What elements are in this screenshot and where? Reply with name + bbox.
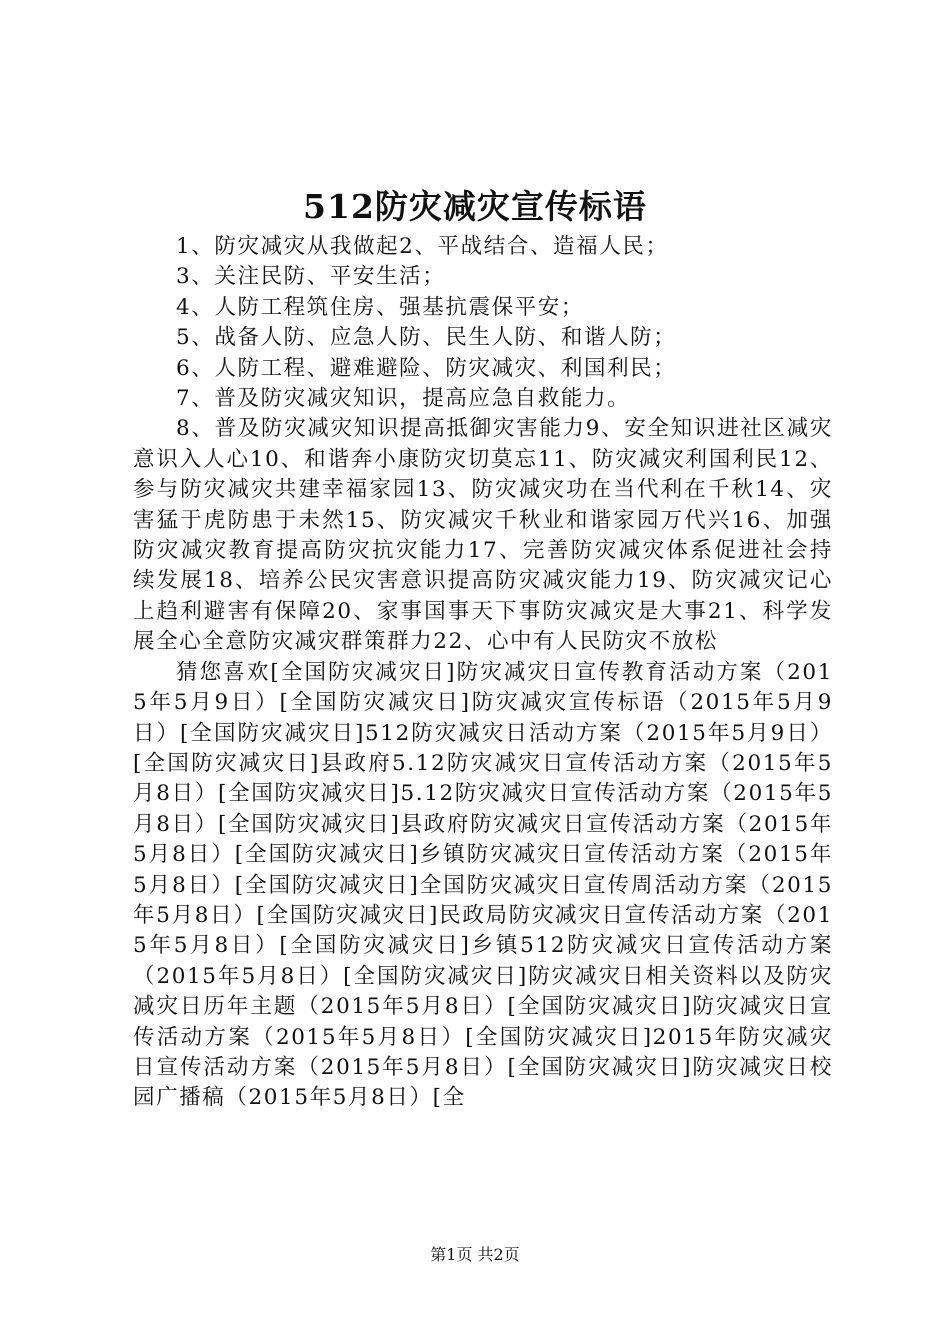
document-title: 512防灾减灾宣传标语	[303, 187, 647, 226]
page-number: 第1页 共2页	[430, 1245, 520, 1264]
slogan-line-6: 6、人防工程、避难避险、防灾减灾、利国利民；	[176, 355, 677, 381]
slogan-line-4: 4、人防工程筑住房、强基抗震保平安；	[176, 294, 584, 320]
slogan-line-5: 5、战备人防、应急人防、民生人防、和谐人防；	[176, 325, 677, 351]
slogan-line-1: 1、防灾减灾从我做起2、平战结合、造福人民；	[176, 234, 669, 259]
slogan-paragraph-8-22: 8、普及防灾减灾知识提高抵御灾害能力9、安全知识进社区减灾意识入人心10、和谐奔小康防灾切莫忘11、防灾减灾利国利民12、参与防灾减灾共建幸福家园13、防灾减灾功在当代利在千秋14、灾害猛于虎防患于未然15、防灾减灾千秋业和谐家园万代兴16、加强防灾减灾教育提高防灾抗灾能力17、完善防灾减灾体系促进社会持续发展18、培养公民灾害意识提高防灾减灾能力19、防灾减灾记心上趋利避害有保障20、家事国事天下事防灾减灾是大事21、科学发展全心全意防灾减灾群策群力22、心中有人民防灾不放松	[133, 416, 833, 655]
slogan-line-3: 3、关注民防、平安生活；	[176, 264, 446, 290]
slogan-line-7: 7、普及防灾减灾知识，提高应急自救能力。	[176, 386, 631, 412]
document-body	[133, 232, 833, 1114]
related-articles-paragraph: 猜您喜欢[全国防灾减灾日]防灾减灾日宣传教育活动方案（2015年5月9日）[全国防灾减灾日]防灾减灾宣传标语（2015年5月9日）[全国防灾减灾日]512防灾减灾日活动方案（2015年5月9日）[全国防灾减灾日]县政府5.12防灾减灾日宣传活动方案（2015年5月8日）[全国防灾减灾日]5.12防灾减灾日宣传活动方案（2015年5月8日）[全国防灾减灾日]县政府防灾减灾日宣传活动方案（2015年5月8日）[全国防灾减灾日]乡镇防灾减灾日宣传活动方案（2015年5月8日）[全国防灾减灾日]全国防灾减灾日宣传周活动方案（2015年5月8日）[全国防灾减灾日]民政局防灾减灾日宣传活动方案（2015年5月8日）[全国防灾减灾日]乡镇512防灾减灾日宣传活动方案（2015年5月8日）[全国防灾减灾日]防灾减灾日相关资料以及防灾减灾日历年主题（2015年5月8日）[全国防灾减灾日]防灾减灾日宣传活动方案（2015年5月8日）[全国防灾减灾日]2015年防灾减灾日宣传活动方案（2015年5月8日）[全国防灾减灾日]防灾减灾日校园广播稿（2015年5月8日）[全	[133, 659, 833, 1111]
